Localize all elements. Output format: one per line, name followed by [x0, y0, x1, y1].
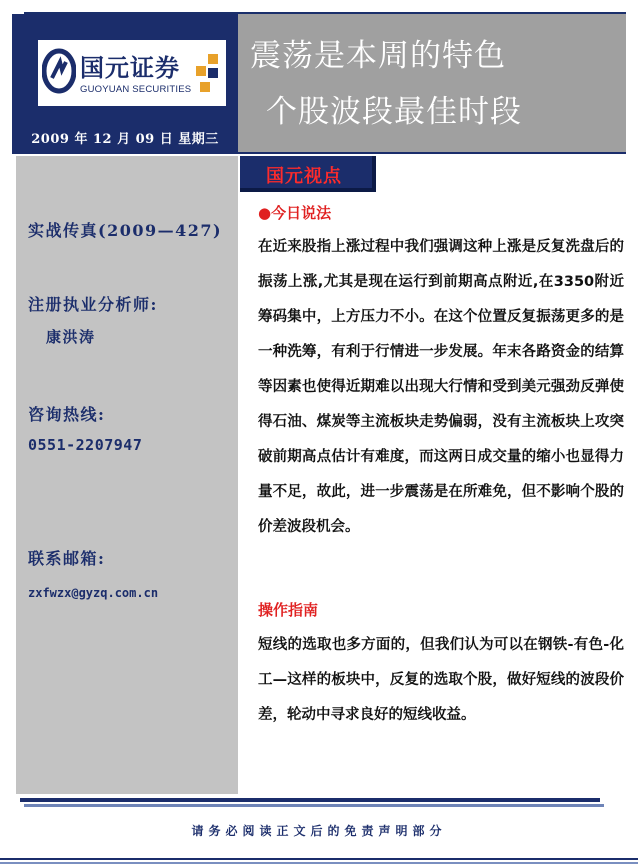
analyst-name: 康洪涛 — [46, 328, 96, 346]
section-tab-label: 国元视点 — [266, 166, 342, 187]
headline-line-2: 个股波段最佳时段 — [266, 94, 522, 130]
section-tab-face — [240, 156, 376, 192]
series-label: 实战传真(2009—427) — [28, 221, 223, 240]
logo-name-cn: 国元证券 — [80, 54, 180, 82]
disclaimer-note: 请务必阅读正文后的免责声明部分 — [191, 824, 447, 838]
footer-rule-light — [0, 862, 638, 864]
logo-squares-icon — [190, 54, 224, 94]
email-label: 联系邮箱: — [28, 549, 106, 568]
sidebar — [16, 156, 238, 794]
subhead-guide: 操作指南 — [258, 601, 319, 619]
logo-emblem-icon — [42, 48, 76, 94]
logo-name-en: GUOYUAN SECURITIES — [80, 84, 192, 95]
section-tab — [240, 156, 380, 196]
email-address: zxfwzx@gyzq.com.cn — [28, 586, 159, 600]
commentary-paragraph: 在近来股指上涨过程中我们强调这种上涨是反复洗盘后的振荡上涨,尤其是现在运行到前期高点附近,在3350附近筹码集中，上方压力不小。在这个位置反复振荡更多的是一种洗筹，有利于行情进一步发展。年末各路资金的结算等因素也使得近期难以出现大行情和受到美元强劲反弹使得石油、煤炭等主流板块走势偏弱，没有主流板块上攻突破前期高点估计有难度，而这两日成交量的缩小也显得力量不足，故此，进一步震荡是在所难免，但不影响个股的价差波段机会。 — [258, 239, 624, 535]
header-title-panel — [238, 14, 626, 152]
header-divider — [12, 152, 626, 154]
bottom-rule — [20, 798, 600, 802]
hotline-label: 咨询热线: — [28, 405, 106, 424]
subhead-today: ●今日说法 — [258, 204, 332, 222]
footer-rule — [0, 858, 638, 860]
bottom-rule-shadow — [24, 804, 604, 807]
company-logo — [38, 40, 226, 106]
hotline-number: 0551-2207947 — [28, 436, 143, 454]
analyst-label: 注册执业分析师: — [28, 295, 158, 314]
guide-paragraph: 短线的选取也多方面的，但我们认为可以在钢铁-有色-化工—这样的板块中，反复的选取个股，做好短线的波段价差，轮动中寻求良好的短线收益。 — [258, 637, 624, 723]
report-date: 2009 年 12 月 09 日 星期三 — [31, 132, 219, 147]
header-brand-panel — [12, 14, 238, 152]
headline-line-1: 震荡是本周的特色 — [250, 38, 506, 74]
